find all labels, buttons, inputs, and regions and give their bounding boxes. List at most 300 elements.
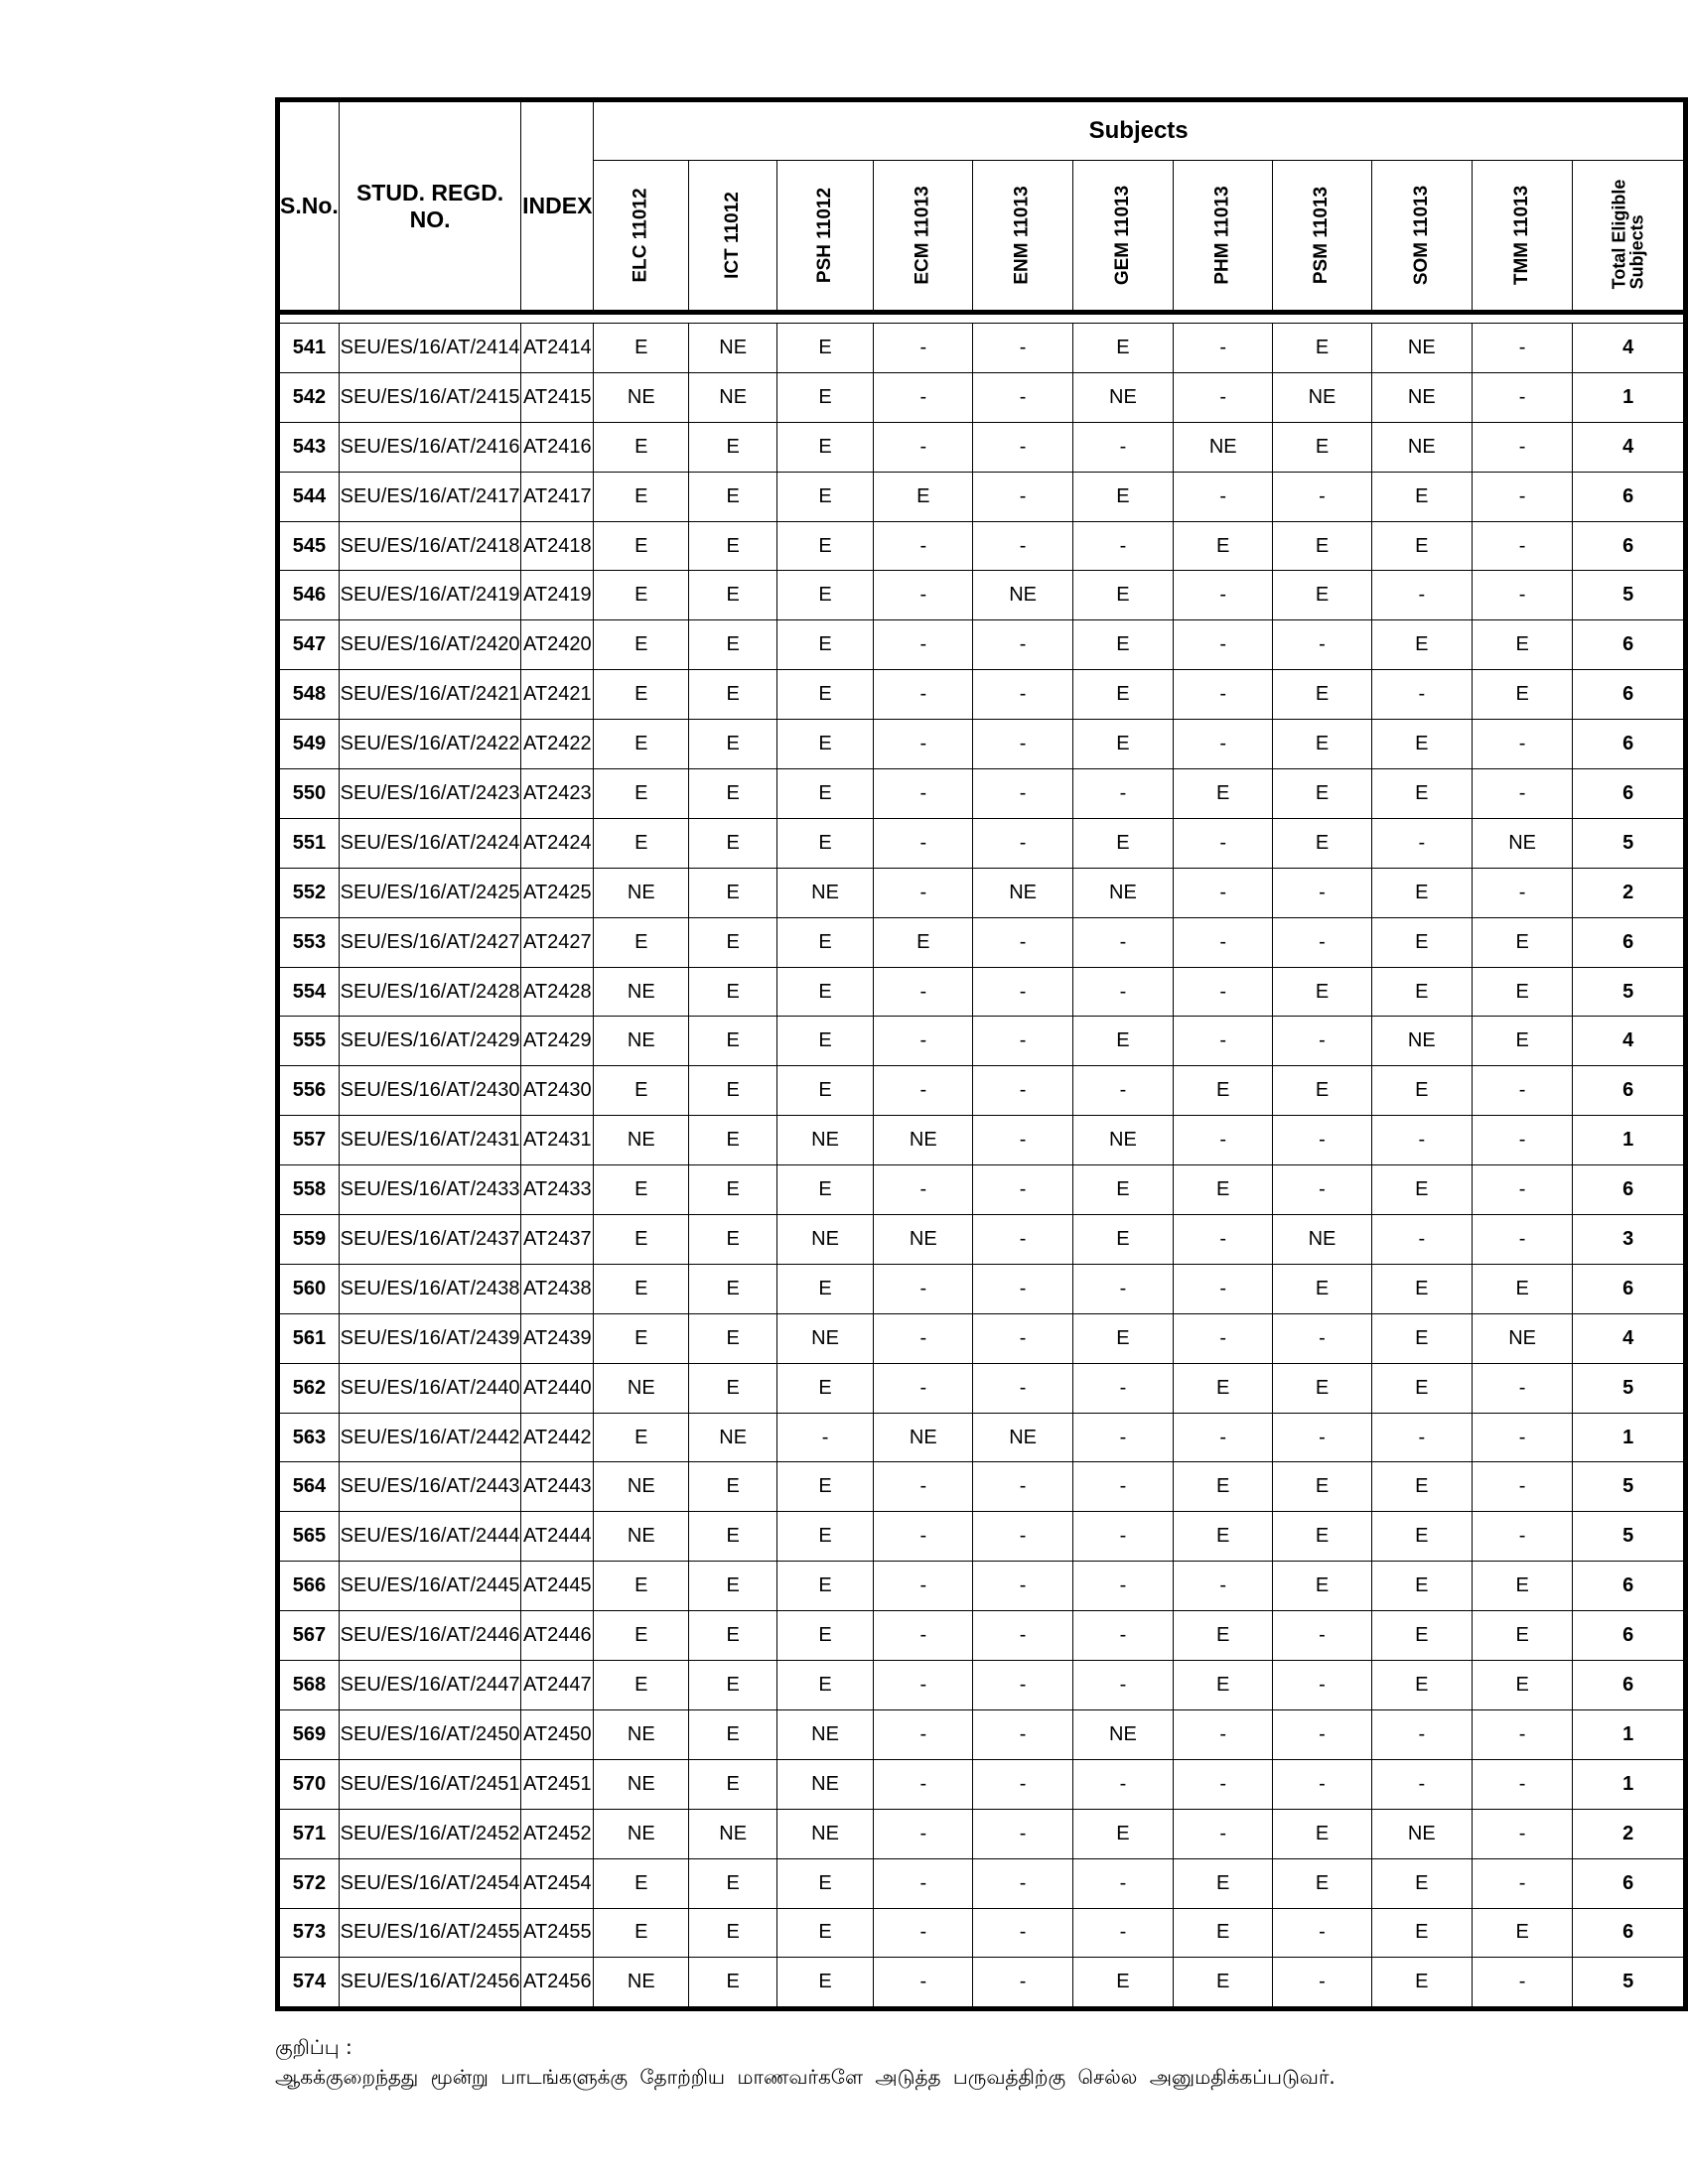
subject-eligibility-cell: E bbox=[594, 1066, 689, 1116]
subject-eligibility-cell: E bbox=[594, 1313, 689, 1363]
subject-eligibility-cell: - bbox=[1072, 1066, 1173, 1116]
subject-eligibility-cell: E bbox=[777, 720, 874, 769]
subject-eligibility-cell: - bbox=[874, 670, 973, 720]
subject-eligibility-cell: - bbox=[874, 422, 973, 472]
total-eligible-cell: 6 bbox=[1573, 1165, 1686, 1215]
subject-eligibility-cell: E bbox=[1174, 1908, 1273, 1958]
table-row bbox=[278, 868, 1686, 917]
sno-cell: 571 bbox=[278, 1809, 340, 1858]
subject-eligibility-cell: E bbox=[594, 1413, 689, 1462]
subjects-header: Subjects bbox=[594, 100, 1686, 161]
regd-no-cell: SEU/ES/16/AT/2420 bbox=[339, 620, 521, 670]
subject-eligibility-cell: - bbox=[973, 1066, 1072, 1116]
total-eligible-cell: 6 bbox=[1573, 1066, 1686, 1116]
subject-eligibility-cell: NE bbox=[1371, 422, 1472, 472]
subject-eligibility-cell: E bbox=[1072, 324, 1173, 373]
subject-eligibility-cell: E bbox=[689, 1066, 777, 1116]
subject-eligibility-cell: - bbox=[874, 1165, 973, 1215]
subject-eligibility-cell: - bbox=[874, 620, 973, 670]
subject-eligibility-cell: NE bbox=[1371, 324, 1472, 373]
regd-no-cell: SEU/ES/16/AT/2440 bbox=[339, 1363, 521, 1413]
total-eligible-cell: 4 bbox=[1573, 324, 1686, 373]
subject-eligibility-cell: E bbox=[594, 1611, 689, 1661]
subject-eligibility-cell: E bbox=[777, 1066, 874, 1116]
subject-eligibility-cell: - bbox=[1174, 1313, 1273, 1363]
index-cell: AT2452 bbox=[521, 1809, 594, 1858]
regd-no-cell: SEU/ES/16/AT/2443 bbox=[339, 1462, 521, 1512]
subject-eligibility-cell: - bbox=[1273, 1413, 1371, 1462]
subject-eligibility-cell: - bbox=[874, 1363, 973, 1413]
subject-eligibility-cell: E bbox=[777, 1958, 874, 2009]
subject-eligibility-cell: - bbox=[1072, 521, 1173, 571]
subject-eligibility-cell: - bbox=[1072, 967, 1173, 1017]
subject-eligibility-cell: E bbox=[689, 1017, 777, 1066]
subject-eligibility-cell: - bbox=[973, 1611, 1072, 1661]
regd-no-cell: SEU/ES/16/AT/2431 bbox=[339, 1116, 521, 1165]
subject-eligibility-cell: E bbox=[777, 422, 874, 472]
subject-header bbox=[1273, 161, 1371, 313]
index-cell: AT2438 bbox=[521, 1264, 594, 1313]
table-row bbox=[278, 1066, 1686, 1116]
subject-eligibility-cell: E bbox=[689, 1858, 777, 1908]
table-row bbox=[278, 1958, 1686, 2009]
subject-eligibility-cell: E bbox=[1371, 1462, 1472, 1512]
subject-eligibility-cell: - bbox=[874, 1066, 973, 1116]
sno-cell: 562 bbox=[278, 1363, 340, 1413]
subject-eligibility-cell: E bbox=[594, 521, 689, 571]
regd-no-cell: SEU/ES/16/AT/2437 bbox=[339, 1215, 521, 1265]
index-cell: AT2444 bbox=[521, 1512, 594, 1562]
subject-eligibility-cell: - bbox=[1472, 324, 1572, 373]
subject-code: ENM 11013 bbox=[1012, 186, 1034, 285]
subject-eligibility-cell: - bbox=[973, 1313, 1072, 1363]
sno-cell: 547 bbox=[278, 620, 340, 670]
sno-cell: 567 bbox=[278, 1611, 340, 1661]
total-eligible-cell: 6 bbox=[1573, 1858, 1686, 1908]
subject-eligibility-cell: E bbox=[689, 571, 777, 620]
subject-code: ICT 11012 bbox=[722, 192, 744, 279]
regd-no-cell: SEU/ES/16/AT/2415 bbox=[339, 372, 521, 422]
total-eligible-cell: 5 bbox=[1573, 1363, 1686, 1413]
subject-eligibility-cell: - bbox=[1273, 868, 1371, 917]
table-row bbox=[278, 1116, 1686, 1165]
subject-eligibility-cell: E bbox=[689, 422, 777, 472]
subject-eligibility-cell: E bbox=[1273, 1809, 1371, 1858]
subject-eligibility-cell: E bbox=[689, 1611, 777, 1661]
subject-eligibility-cell: NE bbox=[594, 1958, 689, 2009]
table-row bbox=[278, 1611, 1686, 1661]
subject-eligibility-cell: - bbox=[973, 372, 1072, 422]
index-header: INDEX bbox=[521, 100, 594, 313]
subject-eligibility-cell: E bbox=[1472, 1017, 1572, 1066]
subject-eligibility-cell: E bbox=[594, 1908, 689, 1958]
subject-eligibility-cell: - bbox=[973, 1661, 1072, 1710]
subject-eligibility-cell: - bbox=[874, 1661, 973, 1710]
subject-eligibility-cell: NE bbox=[777, 1215, 874, 1265]
subject-eligibility-cell: - bbox=[1472, 1165, 1572, 1215]
subject-eligibility-cell: E bbox=[1072, 670, 1173, 720]
subject-eligibility-cell: - bbox=[1174, 1562, 1273, 1611]
eligibility-table bbox=[275, 97, 1688, 2011]
sno-header: S.No. bbox=[278, 100, 340, 313]
table-row bbox=[278, 1709, 1686, 1759]
index-cell: AT2423 bbox=[521, 769, 594, 819]
sno-cell: 550 bbox=[278, 769, 340, 819]
subject-eligibility-cell: - bbox=[1472, 1858, 1572, 1908]
subject-eligibility-cell: NE bbox=[594, 1363, 689, 1413]
subject-eligibility-cell: E bbox=[777, 372, 874, 422]
regd-no-cell: SEU/ES/16/AT/2421 bbox=[339, 670, 521, 720]
subject-eligibility-cell: E bbox=[689, 1709, 777, 1759]
subject-eligibility-cell: E bbox=[777, 769, 874, 819]
subject-code: ELC 11012 bbox=[630, 188, 651, 283]
regd-no-cell: SEU/ES/16/AT/2429 bbox=[339, 1017, 521, 1066]
subject-eligibility-cell: E bbox=[689, 868, 777, 917]
subject-eligibility-cell: E bbox=[1371, 1512, 1472, 1562]
table-row bbox=[278, 917, 1686, 967]
subject-eligibility-cell: NE bbox=[689, 372, 777, 422]
subject-eligibility-cell: E bbox=[689, 720, 777, 769]
subject-eligibility-cell: E bbox=[1371, 1562, 1472, 1611]
subject-eligibility-cell: - bbox=[1072, 1759, 1173, 1809]
sno-cell: 557 bbox=[278, 1116, 340, 1165]
index-cell: AT2445 bbox=[521, 1562, 594, 1611]
subject-eligibility-cell: E bbox=[1472, 1611, 1572, 1661]
subject-eligibility-cell: NE bbox=[594, 1116, 689, 1165]
subject-eligibility-cell: E bbox=[689, 1116, 777, 1165]
index-cell: AT2433 bbox=[521, 1165, 594, 1215]
subject-eligibility-cell: E bbox=[1072, 1809, 1173, 1858]
table-row bbox=[278, 521, 1686, 571]
table-row bbox=[278, 1462, 1686, 1512]
subject-eligibility-cell: - bbox=[874, 521, 973, 571]
subject-eligibility-cell: - bbox=[973, 967, 1072, 1017]
table-body bbox=[278, 324, 1686, 2009]
sno-cell: 563 bbox=[278, 1413, 340, 1462]
subject-eligibility-cell: - bbox=[973, 917, 1072, 967]
subject-eligibility-cell: NE bbox=[1174, 422, 1273, 472]
table-row bbox=[278, 1858, 1686, 1908]
sno-cell: 556 bbox=[278, 1066, 340, 1116]
subject-eligibility-cell: NE bbox=[777, 1116, 874, 1165]
sno-cell: 543 bbox=[278, 422, 340, 472]
subject-eligibility-cell: E bbox=[1273, 1264, 1371, 1313]
subject-eligibility-cell: - bbox=[1273, 1116, 1371, 1165]
subject-eligibility-cell: - bbox=[1273, 1313, 1371, 1363]
subject-eligibility-cell: E bbox=[689, 1165, 777, 1215]
regd-no-cell: SEU/ES/16/AT/2451 bbox=[339, 1759, 521, 1809]
subject-eligibility-cell: E bbox=[689, 1215, 777, 1265]
total-eligible-cell: 6 bbox=[1573, 1908, 1686, 1958]
table-row bbox=[278, 818, 1686, 868]
table-row bbox=[278, 571, 1686, 620]
total-eligible-cell: 6 bbox=[1573, 620, 1686, 670]
subject-eligibility-cell: NE bbox=[1371, 1809, 1472, 1858]
subject-eligibility-cell: - bbox=[1174, 720, 1273, 769]
subject-header bbox=[594, 161, 689, 313]
subject-eligibility-cell: - bbox=[1273, 1017, 1371, 1066]
subject-eligibility-cell: E bbox=[594, 1858, 689, 1908]
subject-eligibility-cell: - bbox=[1472, 1512, 1572, 1562]
subject-eligibility-cell: - bbox=[973, 818, 1072, 868]
subject-eligibility-cell: E bbox=[1371, 521, 1472, 571]
subject-eligibility-cell: E bbox=[689, 521, 777, 571]
subject-eligibility-cell: - bbox=[1072, 1363, 1173, 1413]
subject-eligibility-cell: - bbox=[973, 1809, 1072, 1858]
sno-cell: 552 bbox=[278, 868, 340, 917]
subject-eligibility-cell: - bbox=[1174, 1116, 1273, 1165]
sno-cell: 572 bbox=[278, 1858, 340, 1908]
subject-eligibility-cell: - bbox=[1472, 1759, 1572, 1809]
subject-eligibility-cell: E bbox=[1174, 1363, 1273, 1413]
subject-eligibility-cell: - bbox=[973, 1462, 1072, 1512]
subject-eligibility-cell: E bbox=[1273, 571, 1371, 620]
subject-eligibility-cell: E bbox=[1273, 818, 1371, 868]
table-row bbox=[278, 1512, 1686, 1562]
subject-eligibility-cell: - bbox=[973, 1908, 1072, 1958]
regd-no-cell: SEU/ES/16/AT/2428 bbox=[339, 967, 521, 1017]
subject-eligibility-cell: - bbox=[1072, 769, 1173, 819]
subject-eligibility-cell: E bbox=[594, 917, 689, 967]
subject-eligibility-cell: - bbox=[1472, 1413, 1572, 1462]
subject-eligibility-cell: NE bbox=[594, 1462, 689, 1512]
subject-eligibility-cell: - bbox=[973, 1512, 1072, 1562]
subject-eligibility-cell: E bbox=[1174, 521, 1273, 571]
subject-eligibility-cell: - bbox=[973, 1165, 1072, 1215]
subject-eligibility-cell: E bbox=[689, 1908, 777, 1958]
subject-eligibility-cell: E bbox=[777, 967, 874, 1017]
regd-no-cell: SEU/ES/16/AT/2418 bbox=[339, 521, 521, 571]
sno-cell: 541 bbox=[278, 324, 340, 373]
subject-eligibility-cell: - bbox=[874, 571, 973, 620]
index-cell: AT2418 bbox=[521, 521, 594, 571]
subject-eligibility-cell: - bbox=[1072, 1264, 1173, 1313]
subject-header bbox=[874, 161, 973, 313]
subject-eligibility-cell: NE bbox=[874, 1116, 973, 1165]
subject-eligibility-cell: E bbox=[1273, 521, 1371, 571]
subject-eligibility-cell: E bbox=[594, 1165, 689, 1215]
table-row bbox=[278, 720, 1686, 769]
index-cell: AT2442 bbox=[521, 1413, 594, 1462]
sno-cell: 555 bbox=[278, 1017, 340, 1066]
subject-eligibility-cell: - bbox=[1174, 1809, 1273, 1858]
subject-eligibility-cell: E bbox=[1273, 670, 1371, 720]
subject-code: GEM 11013 bbox=[1111, 185, 1133, 286]
table-row bbox=[278, 1809, 1686, 1858]
subject-code: TMM 11013 bbox=[1511, 185, 1533, 286]
total-eligible-cell: 6 bbox=[1573, 720, 1686, 769]
subject-eligibility-cell: E bbox=[1072, 1215, 1173, 1265]
index-cell: AT2416 bbox=[521, 422, 594, 472]
subject-eligibility-cell: - bbox=[1472, 720, 1572, 769]
subject-eligibility-cell: E bbox=[1371, 868, 1472, 917]
subject-eligibility-cell: - bbox=[1472, 1215, 1572, 1265]
sno-cell: 569 bbox=[278, 1709, 340, 1759]
subject-eligibility-cell: NE bbox=[1072, 372, 1173, 422]
header-spacer bbox=[278, 313, 1686, 324]
index-cell: AT2450 bbox=[521, 1709, 594, 1759]
subject-eligibility-cell: E bbox=[1174, 1661, 1273, 1710]
subject-eligibility-cell: E bbox=[874, 917, 973, 967]
total-eligible-cell: 4 bbox=[1573, 1313, 1686, 1363]
subject-eligibility-cell: - bbox=[973, 1759, 1072, 1809]
subject-eligibility-cell: - bbox=[973, 1215, 1072, 1265]
subject-eligibility-cell: - bbox=[1472, 422, 1572, 472]
subject-eligibility-cell: E bbox=[874, 472, 973, 521]
sno-cell: 560 bbox=[278, 1264, 340, 1313]
subject-eligibility-cell: - bbox=[1472, 1363, 1572, 1413]
subject-eligibility-cell: E bbox=[1371, 720, 1472, 769]
subject-eligibility-cell: - bbox=[973, 670, 1072, 720]
subject-eligibility-cell: NE bbox=[973, 1413, 1072, 1462]
subject-eligibility-cell: E bbox=[1072, 720, 1173, 769]
subject-header bbox=[1472, 161, 1572, 313]
subject-eligibility-cell: E bbox=[1273, 1066, 1371, 1116]
regd-no-cell: SEU/ES/16/AT/2444 bbox=[339, 1512, 521, 1562]
sno-cell: 566 bbox=[278, 1562, 340, 1611]
subject-code: PSH 11012 bbox=[814, 187, 836, 284]
subject-eligibility-cell: NE bbox=[874, 1215, 973, 1265]
subject-header bbox=[1174, 161, 1273, 313]
subject-eligibility-cell: E bbox=[1072, 818, 1173, 868]
index-cell: AT2447 bbox=[521, 1661, 594, 1710]
regd-no-cell: SEU/ES/16/AT/2422 bbox=[339, 720, 521, 769]
table-row bbox=[278, 1562, 1686, 1611]
subject-eligibility-cell: E bbox=[1371, 1858, 1472, 1908]
table-row bbox=[278, 372, 1686, 422]
sno-cell: 565 bbox=[278, 1512, 340, 1562]
subject-eligibility-cell: - bbox=[973, 1017, 1072, 1066]
subject-eligibility-cell: - bbox=[1072, 1413, 1173, 1462]
subject-eligibility-cell: E bbox=[1371, 769, 1472, 819]
subject-eligibility-cell: E bbox=[777, 1363, 874, 1413]
index-cell: AT2455 bbox=[521, 1908, 594, 1958]
index-cell: AT2425 bbox=[521, 868, 594, 917]
subject-eligibility-cell: NE bbox=[777, 1313, 874, 1363]
subject-eligibility-cell: E bbox=[1273, 1562, 1371, 1611]
subject-eligibility-cell: - bbox=[1072, 917, 1173, 967]
subject-eligibility-cell: E bbox=[1072, 1017, 1173, 1066]
table-row bbox=[278, 1363, 1686, 1413]
subject-eligibility-cell: - bbox=[1273, 472, 1371, 521]
subject-code: PHM 11013 bbox=[1211, 186, 1233, 285]
subject-eligibility-cell: NE bbox=[777, 868, 874, 917]
regd-no-cell: SEU/ES/16/AT/2419 bbox=[339, 571, 521, 620]
subject-eligibility-cell: NE bbox=[1371, 1017, 1472, 1066]
table-row bbox=[278, 1661, 1686, 1710]
subject-eligibility-cell: - bbox=[1174, 868, 1273, 917]
subject-eligibility-cell: - bbox=[1174, 620, 1273, 670]
subject-eligibility-cell: NE bbox=[594, 372, 689, 422]
table-row bbox=[278, 670, 1686, 720]
subject-eligibility-cell: E bbox=[777, 1165, 874, 1215]
subject-eligibility-cell: E bbox=[594, 720, 689, 769]
subject-eligibility-cell: - bbox=[1371, 1413, 1472, 1462]
sno-cell: 568 bbox=[278, 1661, 340, 1710]
table-row bbox=[278, 472, 1686, 521]
total-eligible-cell: 6 bbox=[1573, 1611, 1686, 1661]
index-cell: AT2451 bbox=[521, 1759, 594, 1809]
regd-no-cell: SEU/ES/16/AT/2430 bbox=[339, 1066, 521, 1116]
subject-eligibility-cell: - bbox=[1273, 620, 1371, 670]
subject-eligibility-cell: NE bbox=[1273, 1215, 1371, 1265]
index-cell: AT2439 bbox=[521, 1313, 594, 1363]
subject-eligibility-cell: - bbox=[1174, 472, 1273, 521]
subject-eligibility-cell: NE bbox=[777, 1709, 874, 1759]
subject-eligibility-cell: - bbox=[1472, 1809, 1572, 1858]
subject-eligibility-cell: - bbox=[1174, 1709, 1273, 1759]
subject-eligibility-cell: E bbox=[689, 818, 777, 868]
subject-eligibility-cell: - bbox=[1174, 1759, 1273, 1809]
total-eligible-cell: 4 bbox=[1573, 1017, 1686, 1066]
subject-eligibility-cell: E bbox=[1273, 1462, 1371, 1512]
subject-eligibility-cell: E bbox=[1273, 1858, 1371, 1908]
index-cell: AT2422 bbox=[521, 720, 594, 769]
total-eligible-cell: 5 bbox=[1573, 1512, 1686, 1562]
subject-eligibility-cell: NE bbox=[1072, 868, 1173, 917]
subject-eligibility-cell: - bbox=[1371, 1116, 1472, 1165]
subject-eligibility-cell: E bbox=[777, 1017, 874, 1066]
subject-eligibility-cell: - bbox=[973, 422, 1072, 472]
subject-eligibility-cell: E bbox=[689, 670, 777, 720]
subject-eligibility-cell: E bbox=[1273, 422, 1371, 472]
subject-eligibility-cell: - bbox=[973, 720, 1072, 769]
subject-eligibility-cell: E bbox=[1174, 1611, 1273, 1661]
subject-eligibility-cell: NE bbox=[594, 1809, 689, 1858]
subject-eligibility-cell: E bbox=[1371, 620, 1472, 670]
subject-eligibility-cell: NE bbox=[594, 1512, 689, 1562]
index-cell: AT2421 bbox=[521, 670, 594, 720]
subject-eligibility-cell: E bbox=[594, 670, 689, 720]
table-row bbox=[278, 1413, 1686, 1462]
subject-eligibility-cell: - bbox=[973, 472, 1072, 521]
subject-eligibility-cell: - bbox=[973, 324, 1072, 373]
subject-eligibility-cell: - bbox=[1174, 818, 1273, 868]
index-cell: AT2428 bbox=[521, 967, 594, 1017]
subject-eligibility-cell: - bbox=[1371, 1215, 1472, 1265]
subject-eligibility-cell: - bbox=[973, 1264, 1072, 1313]
subject-eligibility-cell: E bbox=[1072, 1313, 1173, 1363]
index-cell: AT2440 bbox=[521, 1363, 594, 1413]
subject-eligibility-cell: - bbox=[973, 1958, 1072, 2009]
regd-no-cell: SEU/ES/16/AT/2417 bbox=[339, 472, 521, 521]
table-row bbox=[278, 1759, 1686, 1809]
regd-no-cell: SEU/ES/16/AT/2414 bbox=[339, 324, 521, 373]
subject-eligibility-cell: E bbox=[1273, 967, 1371, 1017]
subject-eligibility-cell: - bbox=[874, 1512, 973, 1562]
subject-header bbox=[973, 161, 1072, 313]
subject-eligibility-cell: E bbox=[1273, 720, 1371, 769]
subject-eligibility-cell: E bbox=[777, 1462, 874, 1512]
subject-header bbox=[1371, 161, 1472, 313]
total-eligible-cell: 1 bbox=[1573, 1413, 1686, 1462]
subject-eligibility-cell: E bbox=[1371, 1958, 1472, 2009]
subject-eligibility-cell: - bbox=[973, 1858, 1072, 1908]
subject-eligibility-cell: - bbox=[1072, 1858, 1173, 1908]
subject-eligibility-cell: E bbox=[1371, 1611, 1472, 1661]
subject-eligibility-cell: - bbox=[874, 1908, 973, 1958]
subject-eligibility-cell: NE bbox=[594, 1017, 689, 1066]
subject-eligibility-cell: E bbox=[594, 1215, 689, 1265]
subject-eligibility-cell: - bbox=[973, 620, 1072, 670]
total-eligible-cell: 3 bbox=[1573, 1215, 1686, 1265]
subject-eligibility-cell: NE bbox=[594, 1759, 689, 1809]
subject-eligibility-cell: E bbox=[689, 1363, 777, 1413]
subject-eligibility-cell: - bbox=[1472, 1116, 1572, 1165]
subject-eligibility-cell: - bbox=[777, 1413, 874, 1462]
subject-eligibility-cell: - bbox=[874, 1709, 973, 1759]
subject-eligibility-cell: E bbox=[594, 818, 689, 868]
